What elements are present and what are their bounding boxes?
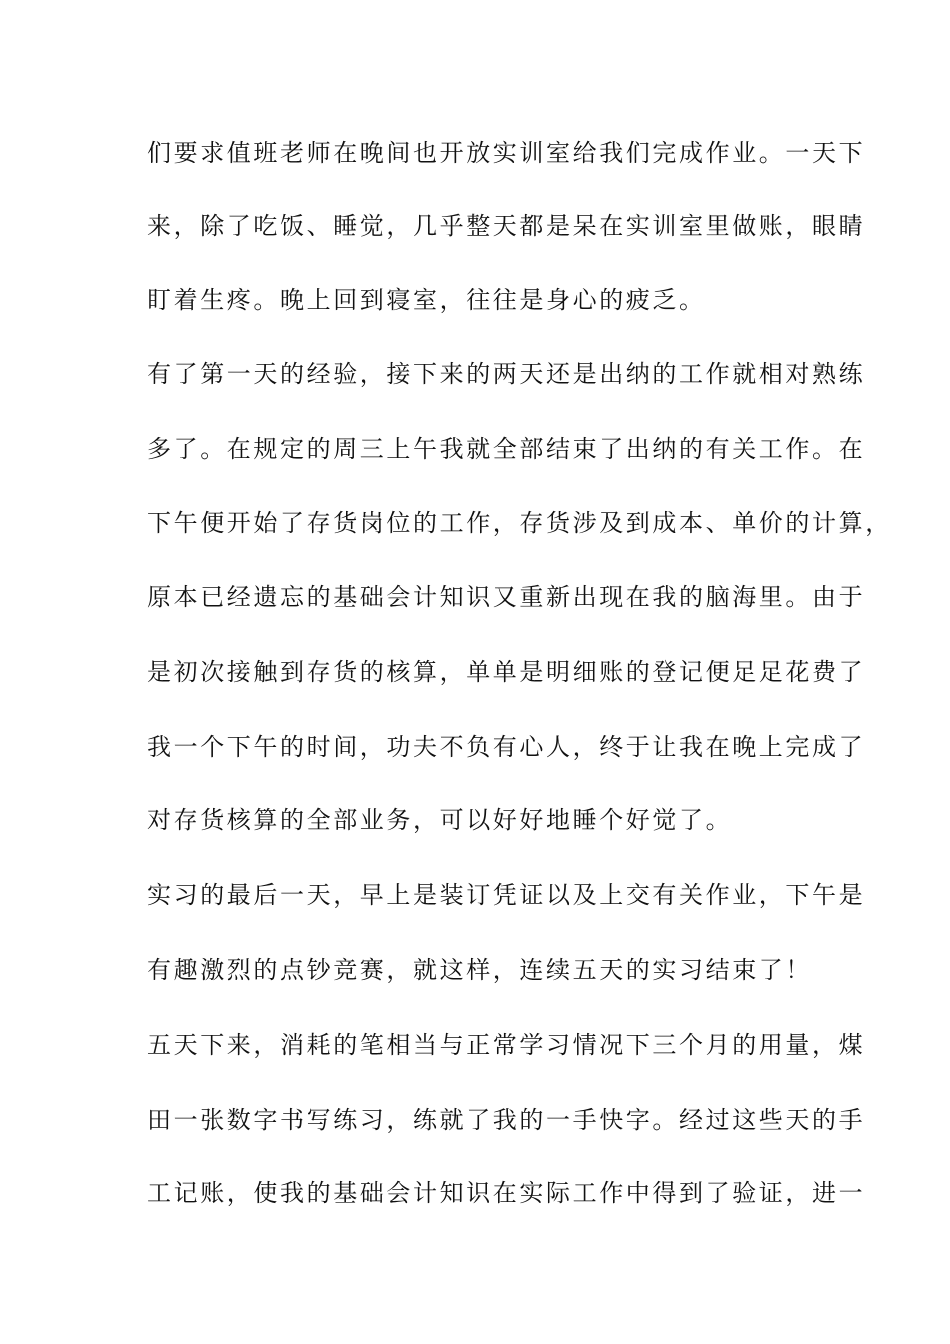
text-line: 们要求值班老师在晚间也开放实训室给我们完成作业。一天下 — [147, 139, 866, 167]
text-line: 有了第一天的经验，接下来的两天还是出纳的工作就相对熟练 — [147, 360, 866, 388]
text-line: 盯着生疼。晚上回到寝室，往往是身心的疲乏。 — [147, 286, 706, 314]
text-line: 对存货核算的全部业务，可以好好地睡个好觉了。 — [147, 806, 733, 834]
text-line: 下午便开始了存货岗位的工作，存货涉及到成本、单价的计算， — [147, 509, 892, 537]
text-line: 田一张数字书写练习，练就了我的一手快字。经过这些天的手 — [147, 1106, 866, 1134]
text-line: 有趣激烈的点钞竞赛，就这样，连续五天的实习结束了！ — [147, 956, 812, 984]
text-line: 工记账，使我的基础会计知识在实际工作中得到了验证，进一 — [147, 1179, 866, 1207]
text-line: 实习的最后一天，早上是装订凭证以及上交有关作业，下午是 — [147, 881, 866, 909]
text-line: 是初次接触到存货的核算，单单是明细账的登记便足足花费了 — [147, 658, 866, 686]
text-line: 来，除了吃饭、睡觉，几乎整天都是呆在实训室里做账，眼睛 — [147, 212, 866, 240]
text-line: 原本已经遗忘的基础会计知识又重新出现在我的脑海里。由于 — [147, 583, 866, 611]
text-line: 多了。在规定的周三上午我就全部结束了出纳的有关工作。在 — [147, 435, 866, 463]
text-line: 五天下来，消耗的笔相当与正常学习情况下三个月的用量，煤 — [147, 1031, 866, 1059]
text-line: 我一个下午的时间，功夫不负有心人，终于让我在晚上完成了 — [147, 733, 866, 761]
